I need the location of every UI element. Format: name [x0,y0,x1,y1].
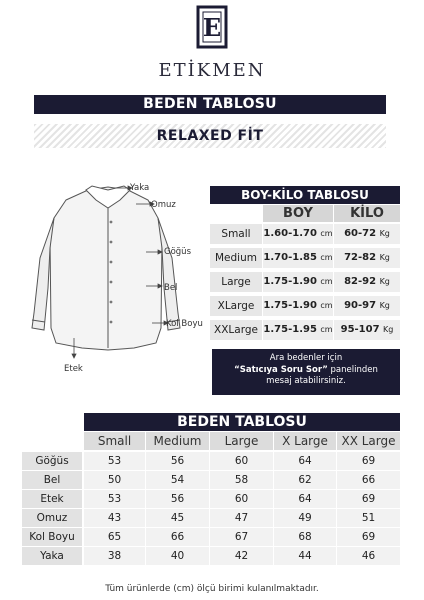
boy-kilo-size: Small [210,224,262,244]
column-header: X Large [274,432,336,450]
size-cell: 49 [274,509,336,527]
size-cell: 42 [210,547,273,565]
label-kol-boyu: Kol Boyu [166,319,203,329]
size-cell: 64 [274,452,336,470]
size-cell: 44 [274,547,336,565]
boy-column-header: BOY [263,205,333,222]
size-row-label: Yaka [22,547,82,565]
size-cell: 53 [84,490,145,508]
size-cell: 62 [274,471,336,489]
boy-value: 1.75-1.95 cm [263,320,333,340]
size-cell: 66 [146,528,209,546]
size-cell: 56 [146,490,209,508]
page-title: BEDEN TABLOSU [34,95,386,114]
size-cell: 54 [146,471,209,489]
size-cell: 45 [146,509,209,527]
size-cell: 69 [337,490,400,508]
label-bel: Bel [164,283,178,293]
size-cell: 69 [337,528,400,546]
size-cell: 60 [210,490,273,508]
size-cell: 38 [84,547,145,565]
size-cell: 60 [210,452,273,470]
column-header: XX Large [337,432,400,450]
note-line1: Ara bedenler için [269,353,343,363]
size-cell: 58 [210,471,273,489]
kilo-value: 90-97 Kg [334,296,400,316]
label-yaka: Yaka [130,183,150,193]
size-row-label: Etek [22,490,82,508]
size-row-label: Göğüs [22,452,82,470]
boy-kilo-size: XLarge [210,296,262,316]
boy-kilo-size: XXLarge [210,320,262,340]
boy-value: 1.75-1.90 cm [263,272,333,292]
size-cell: 50 [84,471,145,489]
kilo-value: 82-92 Kg [334,272,400,292]
footer-note: Tüm ürünlerde (cm) ölçü birimi kulanılmaktadır. [105,584,319,594]
label-gogus: Göğüs [164,247,191,257]
boy-value: 1.75-1.90 cm [263,296,333,316]
size-cell: 51 [337,509,400,527]
label-etek: Etek [64,364,83,374]
note-line3: mesaj atabilirsiniz. [266,376,346,386]
size-cell: 43 [84,509,145,527]
note-line2: “Satıcıya Soru Sor” panelinden [234,364,378,375]
inquiry-note [212,349,400,395]
size-cell: 69 [337,452,400,470]
kilo-value: 72-82 Kg [334,248,400,268]
kilo-value: 95-107 Kg [334,320,400,340]
kilo-value: 60-72 Kg [334,224,400,244]
column-header: Large [210,432,273,450]
size-cell: 65 [84,528,145,546]
size-cell: 68 [274,528,336,546]
fit-title: RELAXED FİT [34,124,386,148]
shirt-illustration [28,178,204,383]
kilo-column-header: KİLO [334,205,400,222]
size-cell: 56 [146,452,209,470]
size-cell: 47 [210,509,273,527]
size-cell: 53 [84,452,145,470]
column-header: Medium [146,432,209,450]
boy-kilo-size: Medium [210,248,262,268]
size-table-title: BEDEN TABLOSU [84,413,400,431]
size-row-label: Kol Boyu [22,528,82,546]
boy-kilo-size: Large [210,272,262,292]
column-header: Small [84,432,145,450]
size-cell: 64 [274,490,336,508]
size-cell: 40 [146,547,209,565]
size-cell: 67 [210,528,273,546]
size-cell: 46 [337,547,400,565]
size-row-label: Bel [22,471,82,489]
brand-logo-mark [194,4,230,50]
brand-name: ETİKMEN [158,60,266,81]
label-omuz: Omuz [151,200,176,210]
size-row-label: Omuz [22,509,82,527]
logo-letter: E [202,13,222,42]
boy-value: 1.60-1.70 cm [263,224,333,244]
boy-value: 1.70-1.85 cm [263,248,333,268]
boy-kilo-title: BOY-KİLO TABLOSU [210,186,400,204]
size-cell: 66 [337,471,400,489]
